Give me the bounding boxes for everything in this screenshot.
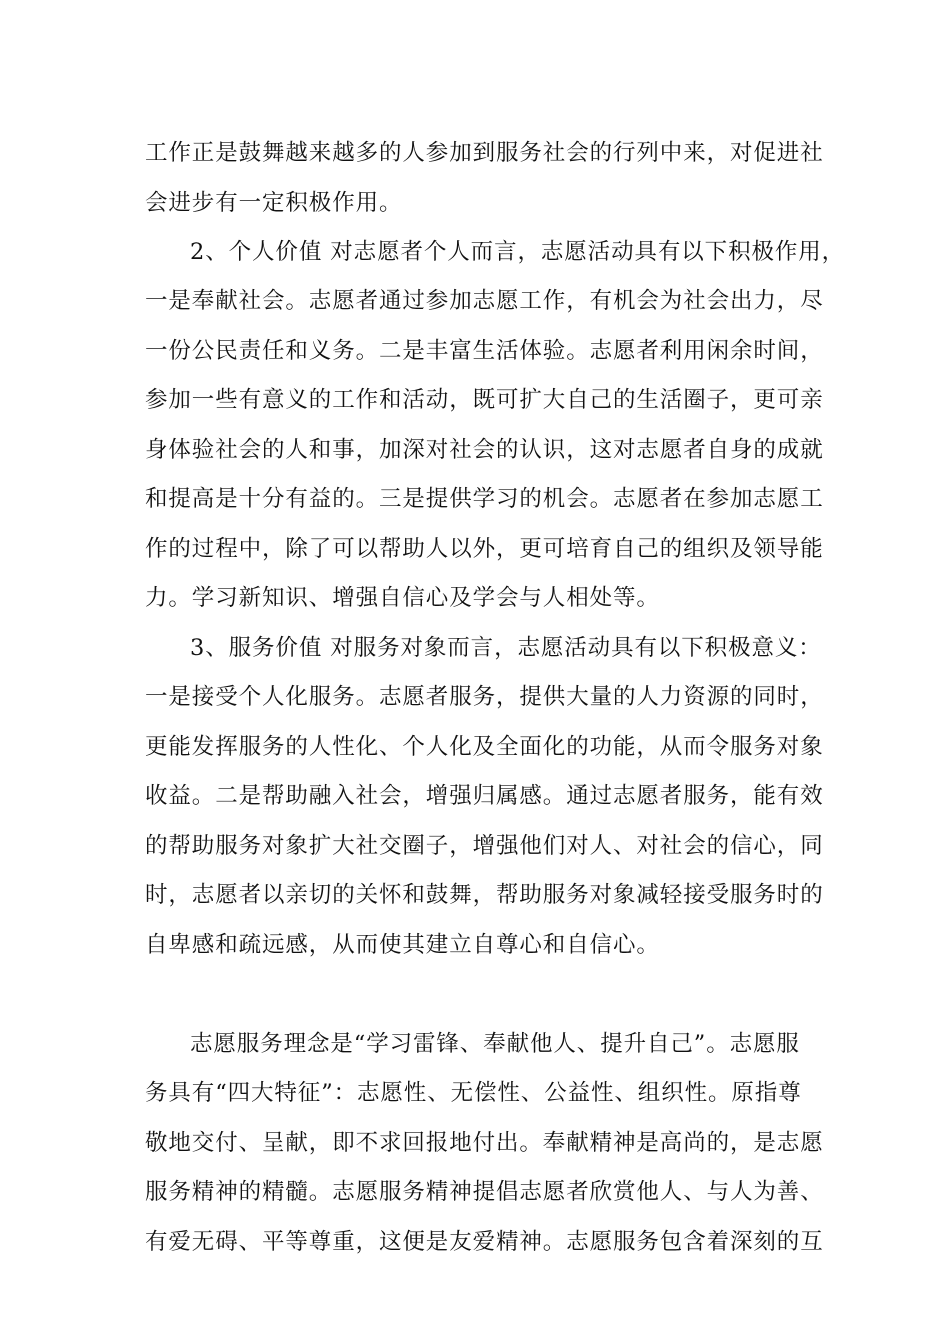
- text-line: 参加一些有意义的工作和活动，既可扩大自己的生活圈子，更可亲: [145, 387, 824, 413]
- text-line: 志愿服务理念是“学习雷锋、奉献他人、提升自己”。志愿服: [190, 1031, 800, 1057]
- text-line: 力。学习新知识、增强自信心及学会与人相处等。: [145, 585, 660, 611]
- text-line: 敬地交付、呈献，即不求回报地付出。奉献精神是高尚的，是志愿: [145, 1130, 824, 1156]
- text-line: 一份公民责任和义务。二是丰富生活体验。志愿者利用闲余时间，: [145, 338, 824, 364]
- text-line: 的帮助服务对象扩大社交圈子，增强他们对人、对社会的信心，同: [145, 833, 824, 859]
- text-line: 工作正是鼓舞越来越多的人参加到服务社会的行列中来，对促进社: [145, 140, 824, 166]
- text-line: 3、服务价值 对服务对象而言，志愿活动具有以下积极意义：: [190, 635, 822, 661]
- text-line: 务具有“四大特征”：志愿性、无偿性、公益性、组织性。原指尊: [145, 1080, 802, 1106]
- text-line: 2、个人价值 对志愿者个人而言，志愿活动具有以下积极作用，: [190, 239, 846, 265]
- text-line: 身体验社会的人和事，加深对社会的认识，这对志愿者自身的成就: [145, 437, 824, 463]
- text-line: 更能发挥服务的人性化、个人化及全面化的功能，从而令服务对象: [145, 734, 824, 760]
- text-line: 自卑感和疏远感，从而使其建立自尊心和自信心。: [145, 932, 660, 958]
- text-line: 一是接受个人化服务。志愿者服务，提供大量的人力资源的同时，: [145, 684, 824, 710]
- text-line: 有爱无碍、平等尊重，这便是友爱精神。志愿服务包含着深刻的互: [145, 1229, 824, 1255]
- text-line: 和提高是十分有益的。三是提供学习的机会。志愿者在参加志愿工: [145, 486, 824, 512]
- text-line: 一是奉献社会。志愿者通过参加志愿工作，有机会为社会出力，尽: [145, 288, 824, 314]
- text-line: 时，志愿者以亲切的关怀和鼓舞，帮助服务对象减轻接受服务时的: [145, 882, 824, 908]
- text-line: 作的过程中，除了可以帮助人以外，更可培育自己的组织及领导能: [145, 536, 824, 562]
- text-line: 收益。二是帮助融入社会，增强归属感。通过志愿者服务，能有效: [145, 783, 824, 809]
- text-line: 会进步有一定积极作用。: [145, 190, 403, 216]
- text-line: 服务精神的精髓。志愿服务精神提倡志愿者欣赏他人、与人为善、: [145, 1179, 824, 1205]
